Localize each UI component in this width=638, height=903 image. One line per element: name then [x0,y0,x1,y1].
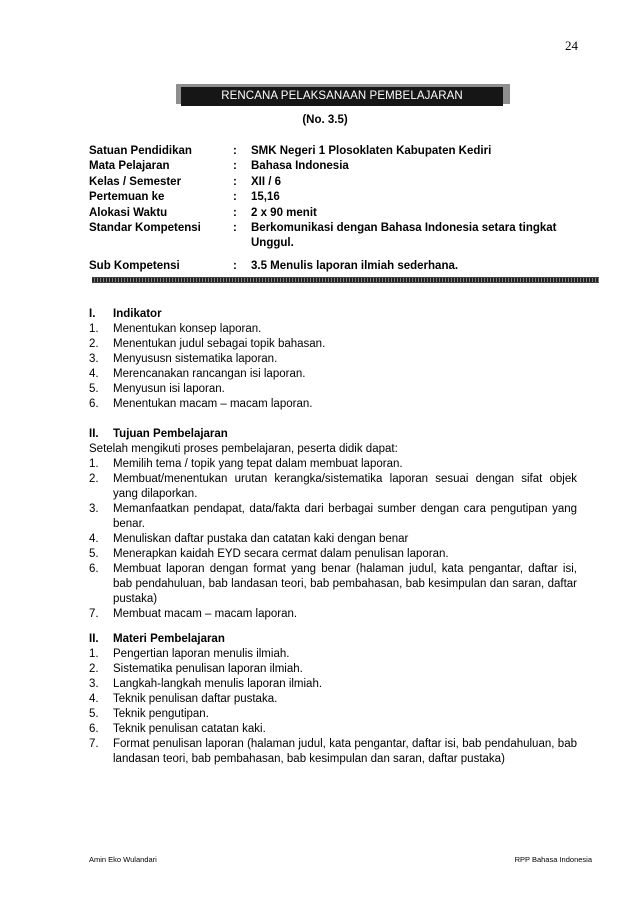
list-item [89,737,577,767]
item-number: 3. [89,678,99,690]
identity-value: Bahasa Indonesia [251,160,349,173]
item-text: Menyususn sistematika laporan. [113,353,278,365]
identity-label: Standar Kompetensi [89,222,201,235]
page-number: 24 [565,38,578,53]
identity-value: 15,16 [251,191,280,204]
list-item [89,662,577,677]
section-heading [89,427,577,442]
document-number: (No. 3.5) [302,114,348,126]
section-heading [89,307,577,322]
item-text: Format penulisan laporan (halaman judul, kata pengantar, daftar isi, bab pendahuluan, bab landasan teori, bab pembahasan, bab kesimpulan dan saran, daftar pustaka) [113,738,577,765]
item-number: 2. [89,338,99,350]
item-text: Membuat macam – macam laporan. [113,608,298,620]
identity-colon: : [233,206,237,219]
item-number: 1. [89,648,99,660]
identity-label: Mata Pelajaran [89,160,170,173]
identity-value: SMK Negeri 1 Plosoklaten Kabupaten Kediri [251,145,492,157]
section-tujuan [89,427,577,622]
identity-colon: : [233,259,237,272]
identity-row [89,144,589,159]
list-item [89,562,577,607]
identity-value: 3.5 Menulis laporan ilmiah sederhana. [251,259,459,272]
list-item [89,457,577,472]
list-item [89,472,577,502]
list-item [89,677,577,692]
item-number: 6. [89,723,99,735]
item-text: Langkah-langkah menulis laporan ilmiah. [113,678,323,690]
item-number: 2. [89,473,99,485]
identity-colon: : [233,175,237,188]
list-item [89,337,577,352]
footer-author: Amin Eko Wulandari [89,855,157,864]
list-item [89,547,577,562]
identity-label: Alokasi Waktu [89,206,168,219]
list-item [89,382,577,397]
section-intro: Setelah mengikuti proses pembelajaran, peserta didik dapat: [89,443,398,455]
list-item [89,352,577,367]
identity-value: 2 x 90 menit [251,206,317,219]
item-number: 5. [89,548,99,560]
list-item [89,532,577,547]
item-text: Memanfaatkan pendapat, data/fakta dari berbagai sumber dengan cara pengutipan yang benar. [113,503,577,530]
item-number: 5. [89,708,99,720]
list-item [89,367,577,382]
banner-title: RENCANA PELAKSANAAN PEMBELAJARAN [181,87,503,106]
item-number: 4. [89,693,99,705]
identity-row [89,175,589,190]
item-text: Memilih tema / topik yang tepat dalam membuat laporan. [113,458,403,470]
item-text: Menuliskan daftar pustaka dan catatan kaki dengan benar [113,533,409,545]
section-heading [89,632,577,647]
item-number: 7. [89,608,99,620]
item-number: 2. [89,663,99,675]
title-banner [176,84,510,106]
item-text: Teknik pengutipan. [113,708,209,720]
item-text: Teknik penulisan catatan kaki. [113,723,266,735]
item-text: Menerapkan kaidah EYD secara cermat dalam penulisan laporan. [113,548,449,560]
identity-row [89,259,589,274]
footer-document-name: RPP Bahasa Indonesia [514,855,592,864]
item-number: 1. [89,458,99,470]
item-text: Teknik penulisan daftar pustaka. [113,693,278,705]
identity-label: Pertemuan ke [89,191,165,204]
section-number: II. [89,633,99,645]
identity-colon: : [233,191,237,204]
identity-value: Berkomunikasi dengan Bahasa Indonesia setara tingkat Unggul. [251,222,557,250]
item-number: 7. [89,738,99,750]
identity-table [89,144,589,274]
section-indikator [89,307,577,412]
item-text: Menentukan konsep laporan. [113,323,262,335]
list-item [89,647,577,662]
item-number: 6. [89,563,99,575]
identity-row [89,206,589,221]
item-number: 6. [89,398,99,410]
item-text: Menyusun isi laporan. [113,383,225,395]
item-text: Membuat laporan dengan format yang benar (halaman judul, kata pengantar, daftar isi, bab pendahuluan, bab landasan teori, bab pembahasan, bab kesimpulan dan saran, daftar pustaka) [113,563,577,605]
item-number: 5. [89,383,99,395]
item-text: Membuat/menentukan urutan kerangka/sistematika laporan sesuai dengan sifat objek yang dilaporkan. [113,473,577,500]
section-title: Tujuan Pembelajaran [113,428,228,440]
item-number: 4. [89,368,99,380]
item-number: 4. [89,533,99,545]
identity-row [89,190,589,205]
identity-row [89,159,589,174]
section-number: II. [89,428,99,440]
list-item [89,502,577,532]
identity-label: Satuan Pendidikan [89,145,192,157]
list-item [89,607,577,622]
section-materi [89,632,577,767]
item-number: 3. [89,503,99,515]
identity-colon: : [233,145,237,157]
identity-label: Kelas / Semester [89,175,182,188]
list-item [89,707,577,722]
item-number: 1. [89,323,99,335]
item-text: Merencanakan rancangan isi laporan. [113,368,306,380]
item-text: Menentukan macam – macam laporan. [113,398,313,410]
section-title: Materi Pembelajaran [113,633,225,645]
list-item [89,397,577,412]
identity-label: Sub Kompetensi [89,259,180,272]
identity-colon: : [233,160,237,173]
section-divider [92,277,599,283]
identity-value: XII / 6 [251,175,282,188]
section-title: Indikator [113,308,162,320]
identity-colon: : [233,222,237,235]
item-text: Sistematika penulisan laporan ilmiah. [113,663,303,675]
identity-row [89,221,589,252]
item-text: Pengertian laporan menulis ilmiah. [113,648,290,660]
item-number: 3. [89,353,99,365]
section-number: I. [89,308,96,320]
list-item [89,322,577,337]
item-text: Menentukan judul sebagai topik bahasan. [113,338,326,350]
list-item [89,722,577,737]
list-item [89,692,577,707]
